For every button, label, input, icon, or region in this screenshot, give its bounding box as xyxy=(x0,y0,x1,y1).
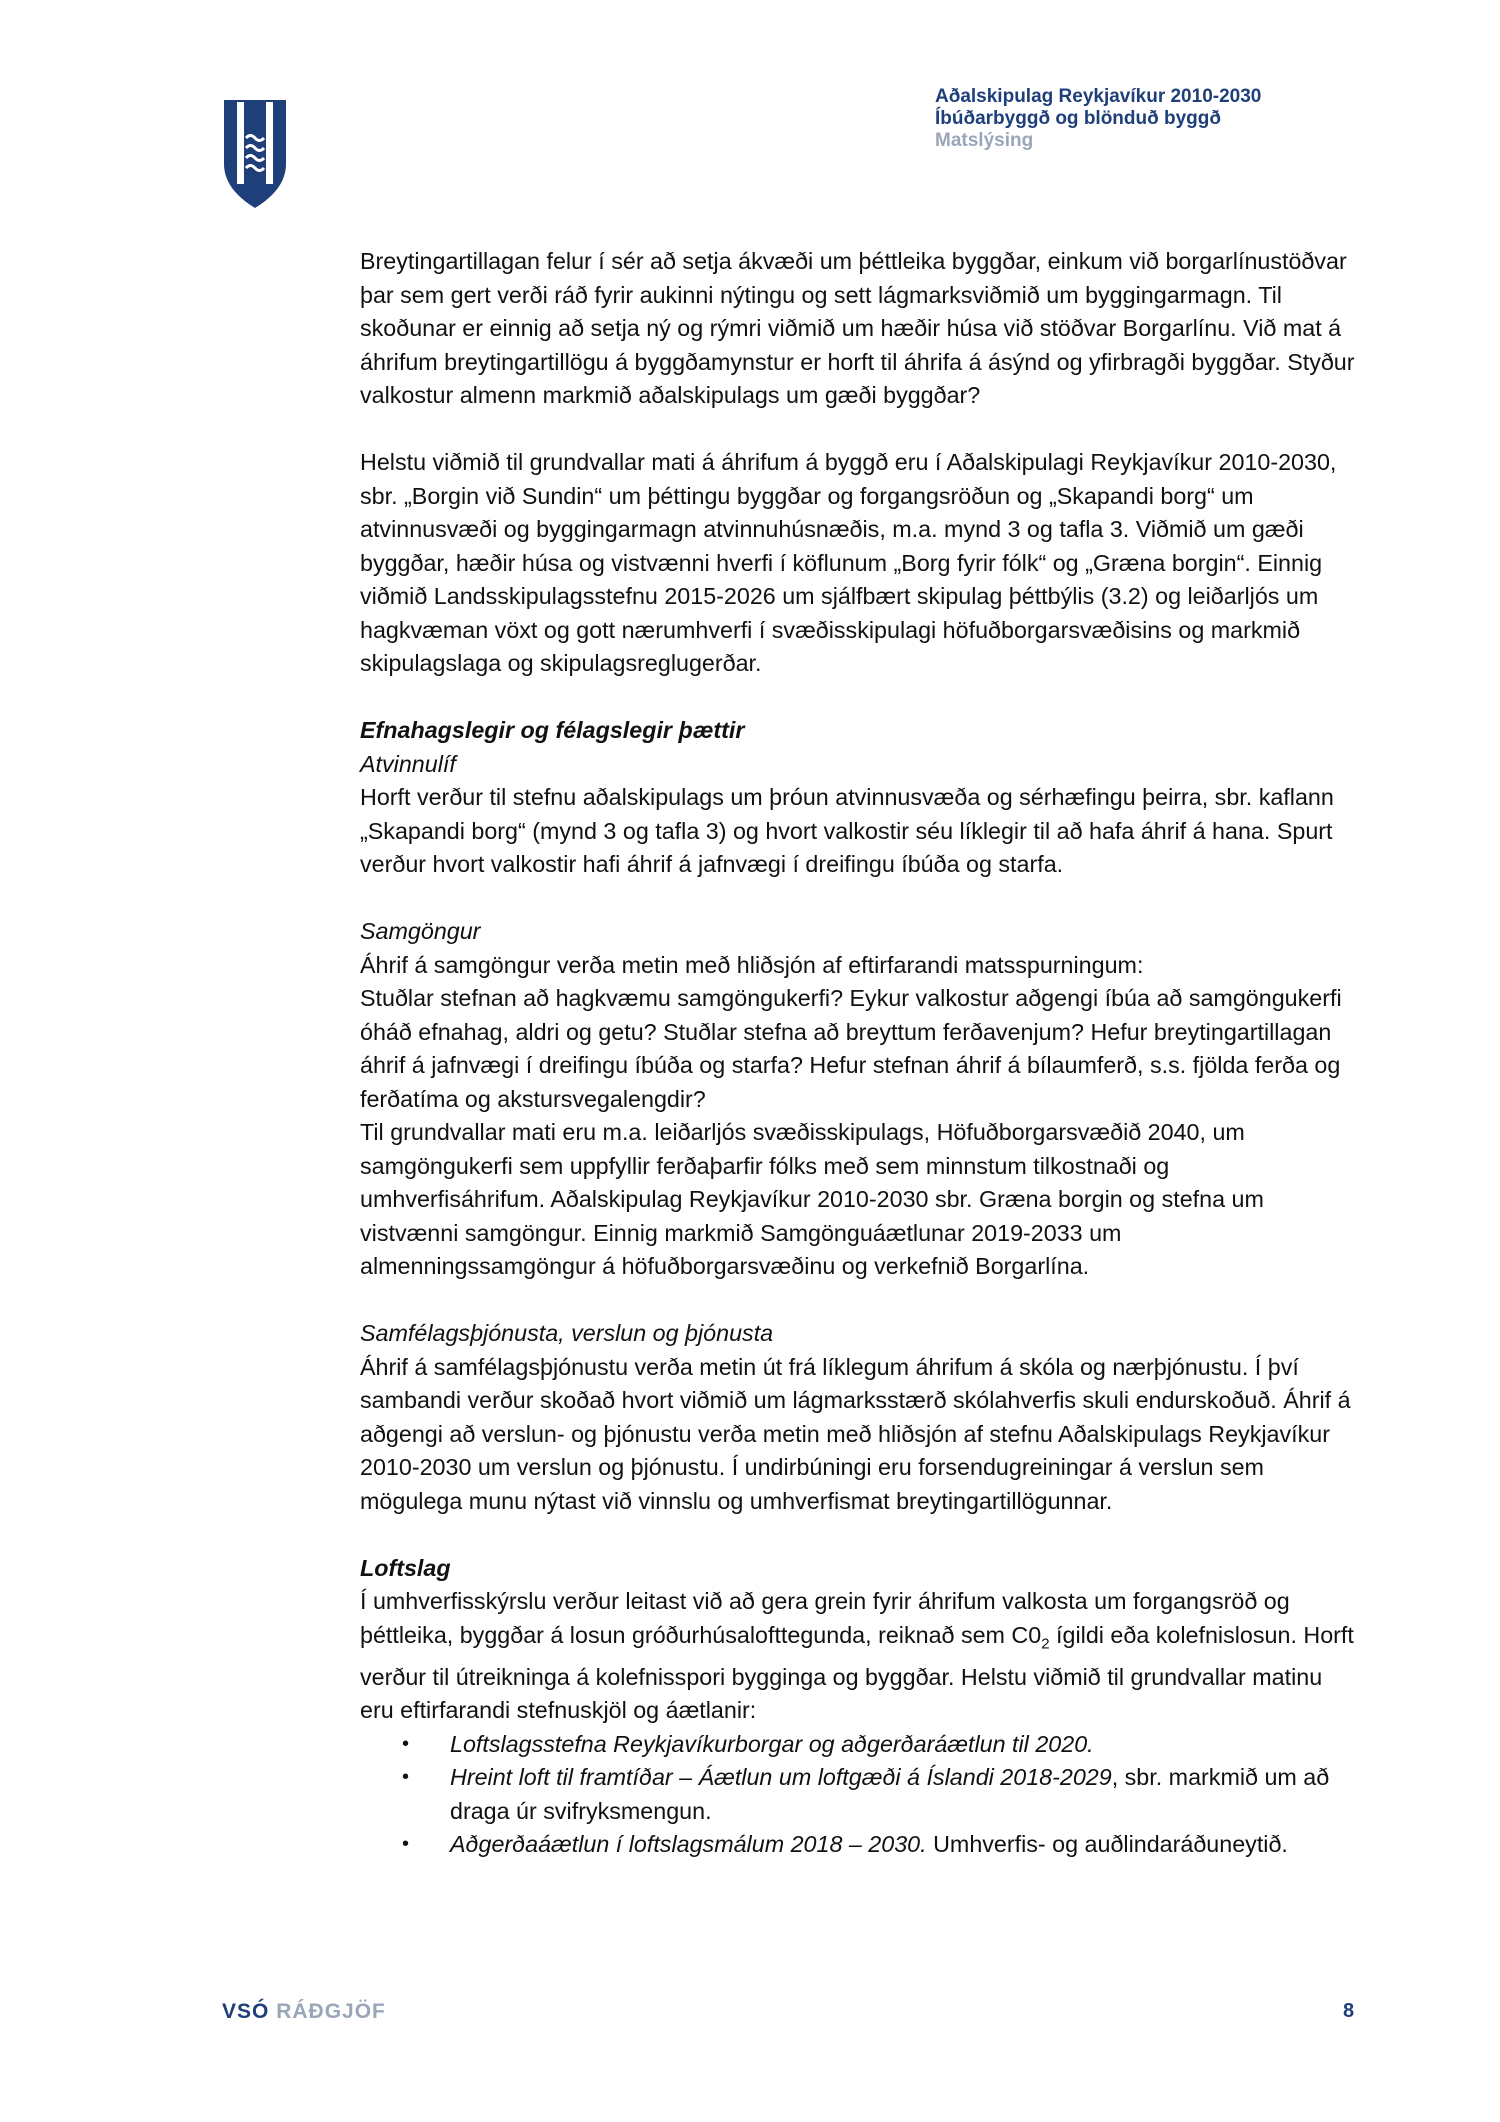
document-header xyxy=(935,86,1261,152)
page-number: 8 xyxy=(1343,2000,1355,2022)
header-section: Matslýsing xyxy=(935,130,1034,151)
list-item: • Hreint loft til framtíðar – Áætlun um loftgæði á Íslandi 2018-2029, sbr. markmið um að draga úr svifryksmengun. xyxy=(450,1761,1360,1828)
paragraph-samfelagsthjonusta: Áhrif á samfélagsþjónustu verða metin út frá líklegum áhrifum á skóla og nærþjónustu. Í því sambandi verður skoðað hvort viðmið um lágmarksstærð skólahverfis skuli endurskoðuð. Áhrif á aðgengi að verslun- og þjónustu verða metin með hliðsjón af stefnu Aðalskipulags Reykjavíkur 2010-2030 um verslun og þjónustu. Í undirbúningi eru forsendugreiningar á verslun sem mögulega munu nýtast við vinnslu og umhverfismat breytingartillögunnar. xyxy=(360,1353,1351,1514)
policy-document-list xyxy=(360,1728,1360,1862)
bullet-icon: • xyxy=(402,1833,410,1856)
paragraph-atvinnulif: Horft verður til stefnu aðalskipulags um þróun atvinnusvæða og sérhæfingu þeirra, sbr. kaflann „Skapandi borg“ (mynd 3 og tafla 3) og hvort valkostir séu líklegir til að hafa áhrif á hana. Spurt verður hvort valkostir hafi áhrif á jafnvægi í dreifingu íbúða og starfa. xyxy=(360,784,1334,877)
header-subtitle: Íbúðarbyggð og blönduð byggð xyxy=(935,108,1222,129)
list-item: • Loftslagsstefna Reykjavíkurborgar og aðgerðaráætlun til 2020. xyxy=(450,1728,1360,1762)
reykjavik-coat-of-arms-logo xyxy=(222,98,288,210)
bullet-icon: • xyxy=(402,1766,410,1789)
subheading-atvinnulif: Atvinnulíf xyxy=(360,750,456,777)
bullet-icon: • xyxy=(402,1732,410,1755)
vso-radgjof-brand: VSÓ RÁÐGJÖF xyxy=(222,2000,386,2023)
paragraph-byggd-intro: Breytingartillagan felur í sér að setja ákvæði um þéttleika byggðar, einkum við borgarlínustöðvar þar sem gert verði ráð fyrir aukinni nýtingu og sett lágmarksviðmið um byggingarmagn. Til skoðunar er einnig að setja ný og rýmri viðmið um hæðir húsa við stöðvar Borgarlínu. Við mat á áhrifum breytingartillögu á byggðamynstur er horft til áhrifa á ásýnd og yfirbragði byggðar. Styður valkostur almenn markmið aðalskipulags um gæði byggðar? xyxy=(360,248,1355,408)
header-title: Aðalskipulag Reykjavíkur 2010-2030 xyxy=(935,86,1262,107)
document-body xyxy=(360,245,1360,1862)
heading-loftslag: Loftslag xyxy=(360,1554,451,1581)
list-item: • Aðgerðaáætlun í loftslagsmálum 2018 – 2030. Umhverfis- og auðlindaráðuneytið. xyxy=(450,1828,1360,1862)
paragraph-samgongur-intro: Áhrif á samgöngur verða metin með hliðsjón af eftirfarandi matsspurningum: xyxy=(360,951,1144,978)
paragraph-byggd-criteria: Helstu viðmið til grundvallar mati á áhrifum á byggð eru í Aðalskipulagi Reykjavíkur 2010-2030, sbr. „Borgin við Sundin“ um þéttingu byggðar og forgangsröðun og „Skapandi borg“ um atvinnusvæði og byggingarmagn atvinnuhúsnæðis, m.a. mynd 3 og tafla 3. Viðmið um gæði byggðar, hæðir húsa og vistvænni hverfi í köflunum „Borg fyrir fólk“ og „Græna borgin“. Einnig viðmið Landsskipulagsstefnu 2015-2026 um sjálfbært skipulag þéttbýlis (3.2) og leiðarljós um hagkvæman vöxt og gott nærumhverfi í svæðisskipulagi höfuðborgarsvæðisins og markmið skipulagslaga og skipulagsreglugerðar. xyxy=(360,449,1337,676)
paragraph-loftslag: Í umhverfisskýrslu verður leitast við að gera grein fyrir áhrifum valkosta um forgangsröð og þéttleika, byggðar á losun gróðurhúsalofttegunda, reiknað sem $C0_2$ ígildi eða kolefnislosun. Horft verður til útreikninga á kolefnisspori bygginga og byggðar. Helstu viðmið til grundvallar matinu eru eftirfarandi stefnuskjöl og áætlanir: xyxy=(360,1588,1354,1724)
heading-economic-social: Efnahagslegir og félagslegir þættir xyxy=(360,717,745,743)
subheading-samfelagsthjonusta: Samfélagsþjónusta, verslun og þjónusta xyxy=(360,1320,774,1346)
paragraph-samgongur-questions: Stuðlar stefnan að hagkvæmu samgöngukerfi? Eykur valkostur aðgengi íbúa að samgöngukerfi óháð efnahag, aldri og getu? Stuðlar stefna að breyttum ferðavenjum? Hefur breytingartillagan áhrif á jafnvægi í dreifingu íbúða og starfa? Hefur stefnan áhrif á bílaumferð, s.s. fjölda ferða og ferðatíma og akstursvegalengdir? xyxy=(360,985,1342,1112)
subheading-samgongur: Samgöngur xyxy=(360,918,481,944)
paragraph-samgongur-basis: Til grundvallar mati eru m.a. leiðarljós svæðisskipulags, Höfuðborgarsvæðið 2040, um samgöngukerfi sem uppfyllir ferðaþarfir fólks með sem minnstum tilkostnaði og umhverfisáhrifum. Aðalskipulag Reykjavíkur 2010-2030 sbr. Græna borgin og stefna um vistvænni samgöngur. Einnig markmið Samgönguáætlunar 2019-2033 um almenningssamgöngur á höfuðborgarsvæðinu og verkefnið Borgarlína. xyxy=(360,1119,1264,1279)
